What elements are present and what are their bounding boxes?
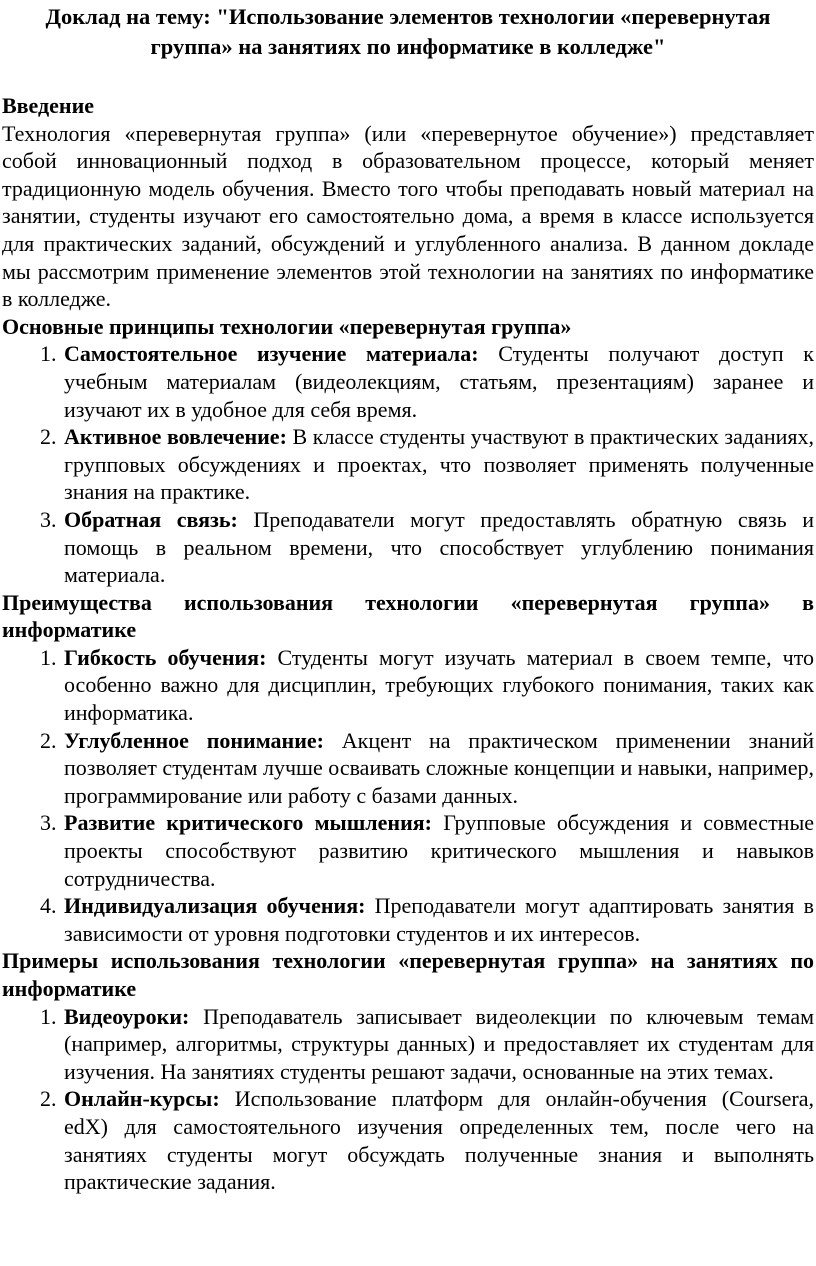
list-item-term: Активное вовлечение:	[64, 424, 287, 450]
list-item-text: Преподаватели могут адаптировать занятия в зависимости от уровня подготовки студентов и их интересов.	[64, 893, 814, 946]
list-item	[62, 1003, 814, 1086]
section-heading-advantages: Преимущества использования технологии «перевернутая группа» в информатике	[2, 589, 814, 643]
list-item-text: Групповые обсуждения и совместные проекты способствуют развитию критического мышления и навыков сотрудничества.	[64, 810, 814, 891]
list-item	[62, 423, 814, 506]
list-item	[62, 506, 814, 589]
list-item-term: Самостоятельное изучение материала:	[64, 341, 479, 367]
list-item	[62, 809, 814, 892]
list-item-text: Преподаватели могут предоставлять обратную связь и помощь в реальном времени, что способствует углублению понимания материала.	[64, 506, 814, 588]
list-item	[62, 340, 814, 423]
advantages-list	[2, 644, 814, 948]
list-item-text: Студенты могут изучать материал в своем темпе, что особенно важно для дисциплин, требующих глубокого понимания, таких как информатика.	[64, 644, 815, 726]
list-item-term: Онлайн-курсы:	[64, 1086, 220, 1112]
list-item	[62, 892, 814, 947]
list-item	[62, 727, 814, 810]
principles-list	[2, 340, 814, 588]
list-item-text: Использование платформ для онлайн-обучения (Coursera, edX) для самостоятельного изучения определенных тем, после чего на занятиях студенты могут обсуждать полученные знания и выполнять практические задания.	[64, 1086, 815, 1195]
list-item-term: Развитие критического мышления:	[64, 810, 432, 836]
list-item-term: Гибкость обучения:	[64, 644, 267, 670]
intro-paragraph: Технология «перевернутая группа» (или «перевернутое обучение») представляет собой инновационный подход в образовательном процессе, который меняет традиционную модель обучения. Вместо того чтобы преподавать новый материал на занятии, студенты изучают его самостоятельно дома, а время в классе используется для практических заданий, обсуждений и углубленного анализа. В данном докладе мы рассмотрим применение элементов этой технологии на занятиях по информатике в колледже.	[2, 120, 814, 312]
list-item-text: Акцент на практическом применении знаний позволяет студентам лучше осваивать сложные концепции и навыки, например, программирование или работу с базами данных.	[64, 727, 814, 808]
intro-heading: Введение	[2, 93, 95, 118]
list-item	[62, 644, 814, 727]
section-heading-principles: Основные принципы технологии «перевернутая группа»	[2, 313, 572, 339]
document-title: Доклад на тему: "Использование элементов технологии «перевернутая группа» на занятиях по информатике в колледже"	[45, 4, 771, 59]
list-item-term: Обратная связь:	[64, 506, 238, 532]
section-heading-examples: Примеры использования технологии «перевернутая группа» на занятиях по информатике	[2, 948, 814, 1001]
examples-list	[2, 1003, 814, 1196]
list-item-text: Студенты получают доступ к учебным материалам (видеолекциям, статьям, презентациям) заранее и изучают их в удобное для себя время.	[64, 341, 814, 422]
list-item-term: Индивидуализация обучения:	[64, 893, 366, 919]
list-item	[62, 1085, 814, 1195]
list-item-text: В классе студенты участвуют в практических заданиях, групповых обсуждениях и проектах, что позволяет применять полученные знания на практике.	[64, 424, 814, 505]
list-item-term: Углубленное понимание:	[64, 727, 324, 753]
list-item-term: Видеоуроки:	[64, 1003, 190, 1029]
list-item-text: Преподаватель записывает видеолекции по ключевым темам (например, алгоритмы, структуры данных) и предоставляет их студентам для изучения. На занятиях студенты решают задачи, основанные на этих темах.	[64, 1003, 815, 1084]
